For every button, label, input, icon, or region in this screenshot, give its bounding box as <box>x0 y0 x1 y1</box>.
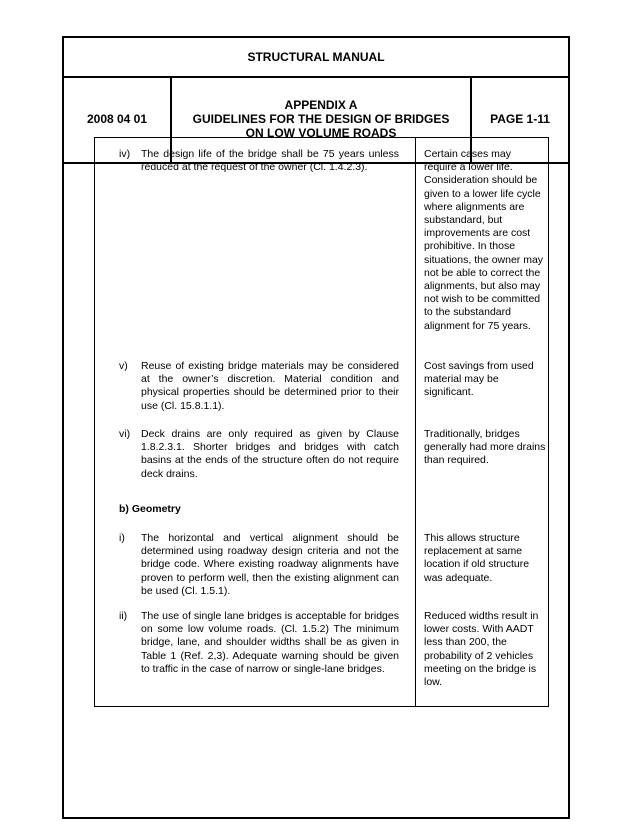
item-note: Traditionally, bridges generally had more drains than required. <box>424 428 546 467</box>
item-number: v) <box>119 360 128 372</box>
column-divider <box>415 138 416 706</box>
appendix-subtitle-line2: ON LOW VOLUME ROADS <box>245 126 397 140</box>
appendix-subtitle-line1: GUIDELINES FOR THE DESIGN OF BRIDGES <box>192 112 450 126</box>
item-number: ii) <box>119 610 128 622</box>
item-text: The use of single lane bridges is acceptable for bridges on some low volume roads. (Cl. 1.5.2) The minimum bridge, lane, and shoulder widths shall be as given in Table 1 (Ref. 2,3). Adequate warning should be given to traffic in the case of narrow or single-lane bridges. <box>141 610 399 675</box>
page-number: PAGE 1-11 <box>490 112 550 126</box>
content-table <box>94 137 549 707</box>
document-date: 2008 04 01 <box>86 112 148 126</box>
item-note: Certain cases may require a lower life. Consideration should be given to a lower life cycle where alignments are substandard, but improvements are cost prohibitive. In those situations, the owner may not be able to correct the alignments, but also may not wish to be committed to the substandard alignment for 75 years. <box>424 148 544 332</box>
item-note: This allows structure replacement at same location if old structure was adequate. <box>424 532 530 584</box>
item-number: iv) <box>119 148 131 160</box>
item-text: The horizontal and vertical alignment should be determined using roadway design criteria and not the bridge code. Where existing roadway alignments have proven to perform well, then the existing alignment can be used (Cl. 1.5.1). <box>141 532 399 597</box>
item-text: The design life of the bridge shall be 75 years unless reduced at the request of the owner (Cl. 1.4.2.3). <box>141 148 399 174</box>
item-number: vi) <box>119 428 131 440</box>
item-note: Cost savings from used material may be significant. <box>424 360 534 399</box>
manual-title: STRUCTURAL MANUAL <box>64 38 568 78</box>
appendix-label: APPENDIX A <box>284 98 358 112</box>
item-text: Deck drains are only required as given by Clause 1.8.2.3.1. Shorter bridges and bridges with catch basins at the ends of the structure often do not require deck drains. <box>141 428 399 480</box>
section-heading: b) Geometry <box>119 503 181 515</box>
item-note: Reduced widths result in lower costs. With AADT less than 200, the probability of 2 vehicles meeting on the bridge is low. <box>424 610 539 689</box>
item-number: i) <box>119 532 125 544</box>
item-text: Reuse of existing bridge materials may be considered at the owner’s discretion. Material condition and physical properties should be determined prior to their use (Cl. 15.8.1.1). <box>141 360 399 412</box>
